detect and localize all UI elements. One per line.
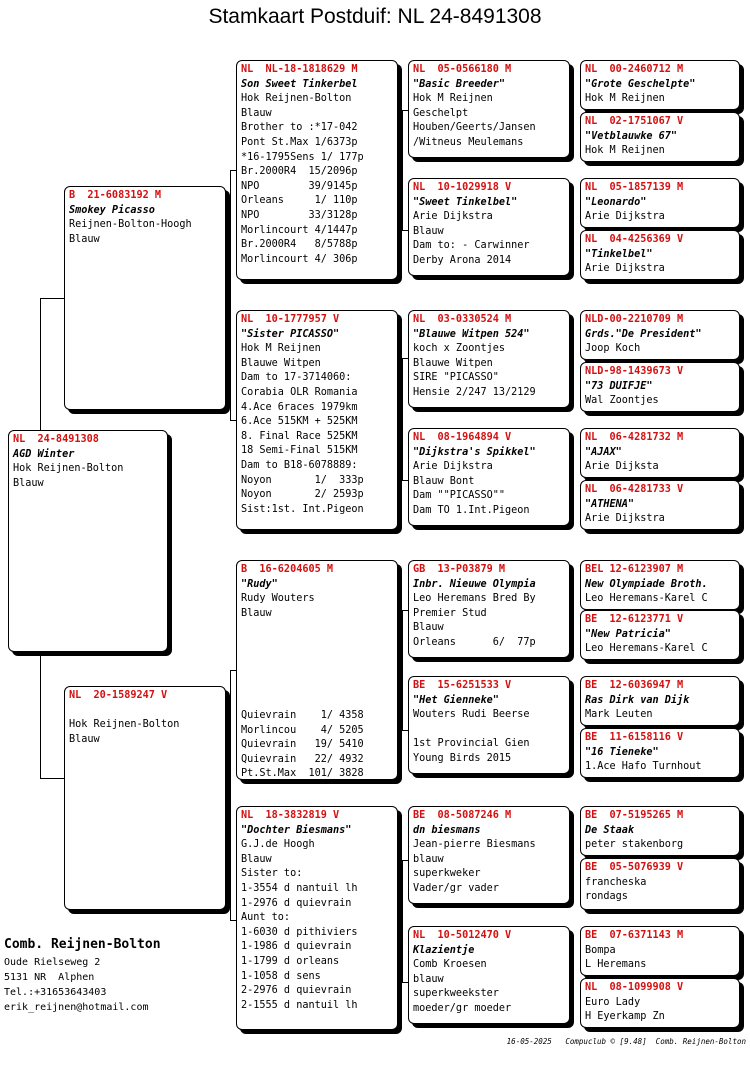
ring-number: NL 00-2460712 M [585,64,684,75]
pigeon-name: Son Sweet Tinkerbel [241,78,358,90]
pigeon-info-line: 1.Ace Hafo Turnhout [585,761,702,773]
pigeon-info-line: Blauw [413,622,444,634]
pigeon-info-line: Br.2000R4 8/5788p [241,239,358,251]
pigeon-card-mff[interactable] [408,560,570,658]
pigeon-info-line: 4.Ace 6races 1979km [241,401,358,413]
pigeon-info-line: Derby Arona 2014 [413,254,512,266]
pigeon-info-line: Hok M Reijnen [585,145,665,157]
pigeon-info-line: 1-2976 d quievrain [241,897,352,909]
pigeon-name: Klazientje [413,944,475,956]
pigeon-info-line: Hok Reijnen-Bolton [69,719,180,731]
pigeon-card-fff[interactable] [408,60,570,158]
pigeon-info-line: Hok M Reijnen [241,343,321,355]
pigeon-info-line [413,723,565,738]
pigeon-name: "Sister PICASSO" [241,328,340,340]
pigeon-info-line: Dam TO 1.Int.Pigeon [413,504,530,516]
pigeon-info-line: Euro Lady [585,996,641,1008]
ring-number: NLD-00-2210709 M [585,314,684,325]
connector [230,670,231,920]
ring-number: BE 07-5195265 M [585,810,684,821]
pigeon-info-line: 1-1986 d quievrain [241,941,352,953]
pigeon-card-mfm[interactable] [408,676,570,774]
ring-number: BE 12-6036947 M [585,680,684,691]
pigeon-info-line: *16-1795Sens 1/ 177p [241,151,364,163]
ring-number: NL NL-18-1818629 M [241,64,358,75]
connector [40,778,64,779]
pigeon-info-line: Rudy Wouters [241,593,315,605]
pigeon-card-mfmf[interactable] [580,676,740,726]
ring-number: NL 20-1589247 V [69,690,168,701]
ring-number: NL 03-0330524 M [413,314,512,325]
pigeon-info-line: Comb Kroesen [413,959,487,971]
pigeon-info-line: Morlincourt 4/ 306p [241,253,358,265]
pigeon-card-fmff[interactable] [580,310,740,360]
pigeon-info-line: Hok Reijnen-Bolton [241,93,352,105]
pigeon-info-line: Wal Zoontjes [585,395,659,407]
connector [40,298,64,299]
pigeon-info-line: Noyon 2/ 2593p [241,489,364,501]
pigeon-info-line: Aunt to: [241,912,291,924]
pigeon-info-line: Arie Dijkstra [413,461,493,473]
ring-number: BE 05-5076939 V [585,862,684,873]
pigeon-info-line: 1-3554 d nantuil lh [241,882,358,894]
pigeon-info-line: Sist:1st. Int.Pigeon [241,503,364,515]
pigeon-info-line: NPO 33/3128p [241,209,358,221]
pigeon-name: "16 Tieneke" [585,746,659,758]
pigeon-card-mfff[interactable] [580,560,740,610]
pigeon-info-line: moeder/gr moeder [413,1002,512,1014]
ring-number: NL 06-4281732 M [585,432,684,443]
ring-number: NL 08-1099908 V [585,982,684,993]
pigeon-info-line: Leo Heremans Bred By [413,593,536,605]
pigeon-info-line: /Witneus Meulemans [413,136,524,148]
pigeon-info-line: Leo Heremans-Karel C [585,593,708,605]
pigeon-card-sire[interactable] [64,186,226,410]
ring-number: BE 11-6158116 V [585,732,684,743]
pigeon-card-mffm[interactable] [580,610,740,660]
pigeon-info-line: Hok M Reijnen [585,93,665,105]
pigeon-info-line: Arie Dijkstra [585,513,665,525]
pigeon-info-line: francheska [585,876,647,888]
pigeon-name: "New Patricia" [585,628,671,640]
pigeon-info-line: Quievrain 1/ 4358 [241,709,364,721]
pigeon-info-line: Blauwe Witpen [241,357,321,369]
pigeon-info-line: superkweekster [413,988,499,1000]
pigeon-info-line: Dam ""PICASSO"" [413,490,506,502]
pigeon-name: Inbr. Nieuwe Olympia [413,578,536,590]
pigeon-info-line: Dam to: - Carwinner [413,240,530,252]
pigeon-info-line: 1-1058 d sens [241,970,321,982]
ring-number: NL 24-8491308 [13,434,99,445]
pigeon-info-line: Mark Leuten [585,709,653,721]
pigeon-name: dn biesmans [413,824,481,836]
pigeon-name: "ATHENA" [585,498,635,510]
pigeon-info-line: Blauwe Witpen [413,357,493,369]
pigeon-name: "Leonardo" [585,196,647,208]
pigeon-card-subject[interactable] [8,430,168,652]
ring-number: NL 04-4256369 V [585,234,684,245]
ring-number: BE 12-6123771 V [585,614,684,625]
pigeon-info-line [241,665,393,680]
pigeon-card-mmf[interactable] [408,806,570,904]
pigeon-info-line: Jean-pierre Biesmans [413,839,536,851]
pigeon-name: "Tinkelbel" [585,248,653,260]
pigeon-info-line [241,621,393,636]
pigeon-info-line: 2-2976 d quievrain [241,985,352,997]
pigeon-name: AGD Winter [13,448,75,460]
pigeon-name: "Dochter Biesmans" [241,824,352,836]
pigeon-card-mfmm[interactable] [580,728,740,778]
pigeon-info-line: Blauw [241,853,272,865]
ring-number: B 21-6083192 M [69,190,162,201]
pigeon-info-line: Hok Reijnen-Bolton [13,463,124,475]
pigeon-info-line: L Heremans [585,959,647,971]
pigeon-card-dam[interactable] [64,686,226,910]
pigeon-name: "Rudy" [241,578,278,590]
pigeon-info-line [241,694,393,709]
pigeon-info-line: Pt.St.Max 101/ 3828 [241,768,364,780]
pigeon-info-line: Arie Dijkstra [413,211,493,223]
pigeon-info-line: Blauw Bont [413,475,475,487]
pigeon-info-line: Young Birds 2015 [413,752,512,764]
pigeon-info-line: rondags [585,891,628,903]
pigeon-info-line: Blauw [413,225,444,237]
pigeon-card-fmmm[interactable] [580,480,740,530]
pigeon-card-ffmm[interactable] [580,230,740,280]
pigeon-name: "Vetblauwke 67" [585,130,678,142]
ring-number: BE 15-6251533 V [413,680,512,691]
pigeon-name: "73 DUIFJE" [585,380,653,392]
ring-number: NL 02-1751067 V [585,116,684,127]
pigeon-info-line: Corabia OLR Romania [241,386,358,398]
pigeon-info-line: H Eyerkamp Zn [585,1011,665,1023]
pigeon-info-line: 1-1799 d orleans [241,955,340,967]
connector [402,860,403,982]
pigeon-info-line: blauw [413,973,444,985]
pigeon-card-ffm[interactable] [408,178,570,276]
connector [402,358,403,480]
owner-block [4,935,161,1015]
pigeon-info-line: Reijnen-Bolton-Hoogh [69,219,192,231]
pigeon-info-line: Blauw [13,477,44,489]
ring-number: B 16-6204605 M [241,564,334,575]
pigeon-info-line: Quievrain 19/ 5410 [241,739,364,751]
pigeon-info-line: NPO 39/9145p [241,180,358,192]
pigeon-info-line: Brother to :*17-042 [241,122,358,134]
ring-number: NL 08-1964894 V [413,432,512,443]
pigeon-info-line [241,651,393,666]
pigeon-info-line: Hok M Reijnen [413,93,493,105]
ring-number: NL 10-5012470 V [413,930,512,941]
ring-number: NL 10-1029918 V [413,182,512,193]
ring-number: NL 18-3832819 V [241,810,340,821]
pigeon-info-line: Arie Dijkstra [585,211,665,223]
pigeon-info-line: Dam to 17-3714060: [241,372,352,384]
pigeon-info-line: 6.Ace 515KM + 525KM [241,416,358,428]
pigeon-name: "Grote Geschelpte" [585,78,696,90]
pigeon-info-line: peter stakenborg [585,839,684,851]
owner-name: Comb. Reijnen-Bolton [4,937,161,952]
pigeon-info-line: Br.2000R4 15/2096p [241,166,358,178]
ring-number: NLD-98-1439673 V [585,366,684,377]
pigeon-name: New Olympiade Broth. [585,578,708,590]
owner-address-street: Oude Rielseweg 2 [4,957,101,968]
pigeon-info-line: Quievrain 22/ 4932 [241,753,364,765]
pigeon-info-line: 18 Semi-Final 515KM [241,445,358,457]
pigeon-name: "Basic Breeder" [413,78,506,90]
pigeon-info-line: Dam to B18-6078889: [241,459,358,471]
pigeon-info-line: Arie Dijksta [585,461,659,473]
pigeon-info-line: Morlincou 4/ 5205 [241,724,364,736]
pigeon-info-line: Blauw [241,107,272,119]
pigeon-card-ffff[interactable] [580,60,740,110]
pigeon-card-mmm[interactable] [408,926,570,1024]
pigeon-name: De Staak [585,824,635,836]
footer-credit: 16-05-2025 Compuclub © [9.48] Comb. Reijnen-Bolton [506,1037,746,1046]
owner-email[interactable]: erik_reijnen@hotmail.com [4,1002,149,1013]
ring-number: NL 06-4281733 V [585,484,684,495]
connector [230,170,231,420]
pigeon-info-line: SIRE "PICASSO" [413,372,499,384]
pigeon-card-mmff[interactable] [580,806,740,856]
ring-number: BEL 12-6123907 M [585,564,684,575]
pigeon-info-line: Arie Dijkstra [585,263,665,275]
pigeon-card-mm[interactable] [236,806,398,1030]
pigeon-info-line: Noyon 1/ 333p [241,474,364,486]
pigeon-card-fm[interactable] [236,310,398,530]
pigeon-info-line: 1st Provincial Gien [413,738,530,750]
pigeon-info-line [241,680,393,695]
pigeon-info-line: Orleans 6/ 77p [413,636,536,648]
pigeon-info-line: Blauw [69,233,100,245]
connector [402,110,403,230]
ring-number: BE 08-5087246 M [413,810,512,821]
pigeon-info-line: Orleans 1/ 110p [241,195,358,207]
owner-address-city: 5131 NR Alphen [4,972,95,983]
ring-number: NL 10-1777957 V [241,314,340,325]
pigeon-info-line: blauw [413,853,444,865]
pigeon-info-line: koch x Zoontjes [413,343,506,355]
pigeon-card-fmf[interactable] [408,310,570,408]
pigeon-info-line [69,704,221,719]
pigeon-card-mmfm[interactable] [580,858,740,910]
pigeon-info-line: Hensie 2/247 13/2129 [413,386,536,398]
pigeon-info-line: Joop Koch [585,343,641,355]
pigeon-card-mf[interactable] [236,560,398,780]
ring-number: NL 05-0566180 M [413,64,512,75]
ring-number: NL 05-1857139 M [585,182,684,193]
pigeon-info-line: 2-1555 d nantuil lh [241,999,358,1011]
pigeon-card-ffmf[interactable] [580,178,740,228]
pigeon-name: "Het Gienneke" [413,694,499,706]
pigeon-card-fmm[interactable] [408,428,570,526]
pigeon-card-fmfm[interactable] [580,362,740,412]
pigeon-info-line: Houben/Geerts/Jansen [413,122,536,134]
pigeon-name: Ras Dirk van Dijk [585,694,690,706]
pigeon-info-line: Premier Stud [413,607,487,619]
connector [402,610,403,730]
pigeon-info-line: Pont St.Max 1/6373p [241,136,358,148]
pigeon-card-mmmm[interactable] [580,978,740,1028]
pigeon-name: "AJAX" [585,446,622,458]
pigeon-card-fffm[interactable] [580,112,740,162]
pigeon-name: Grds."De President" [585,328,702,340]
pigeon-info-line: Bompa [585,944,616,956]
pigeon-info-line: superkweker [413,868,481,880]
pigeon-card-mmmf[interactable] [580,926,740,976]
pigeon-info-line: Morlincourt 4/1447p [241,224,358,236]
pigeon-name: "Blauwe Witpen 524" [413,328,530,340]
pigeon-card-fmmf[interactable] [580,428,740,478]
pigeon-name: "Sweet Tinkelbel" [413,196,518,208]
page-title: Stamkaart Postduif: NL 24-8491308 [208,5,542,28]
ring-number: BE 07-6371143 M [585,930,684,941]
owner-phone: Tel.:+31653643403 [4,987,107,998]
pigeon-info-line: Leo Heremans-Karel C [585,643,708,655]
pigeon-name: "Dijkstra's Spikkel" [413,446,536,458]
pigeon-info-line: Blauw [241,607,272,619]
pigeon-name: Smokey Picasso [69,204,155,216]
pigeon-card-ff[interactable] [236,60,398,280]
pigeon-info-line: 8. Final Race 525KM [241,430,358,442]
pigeon-info-line: Wouters Rudi Beerse [413,709,530,721]
pigeon-info-line: Sister to: [241,868,303,880]
pigeon-info-line [241,636,393,651]
pigeon-info-line: 1-6030 d pithiviers [241,926,358,938]
pigeon-info-line: Vader/gr vader [413,882,499,894]
ring-number: GB 13-P03879 M [413,564,506,575]
pigeon-info-line: Geschelpt [413,107,469,119]
pigeon-info-line: Blauw [69,733,100,745]
pigeon-info-line: G.J.de Hoogh [241,839,315,851]
